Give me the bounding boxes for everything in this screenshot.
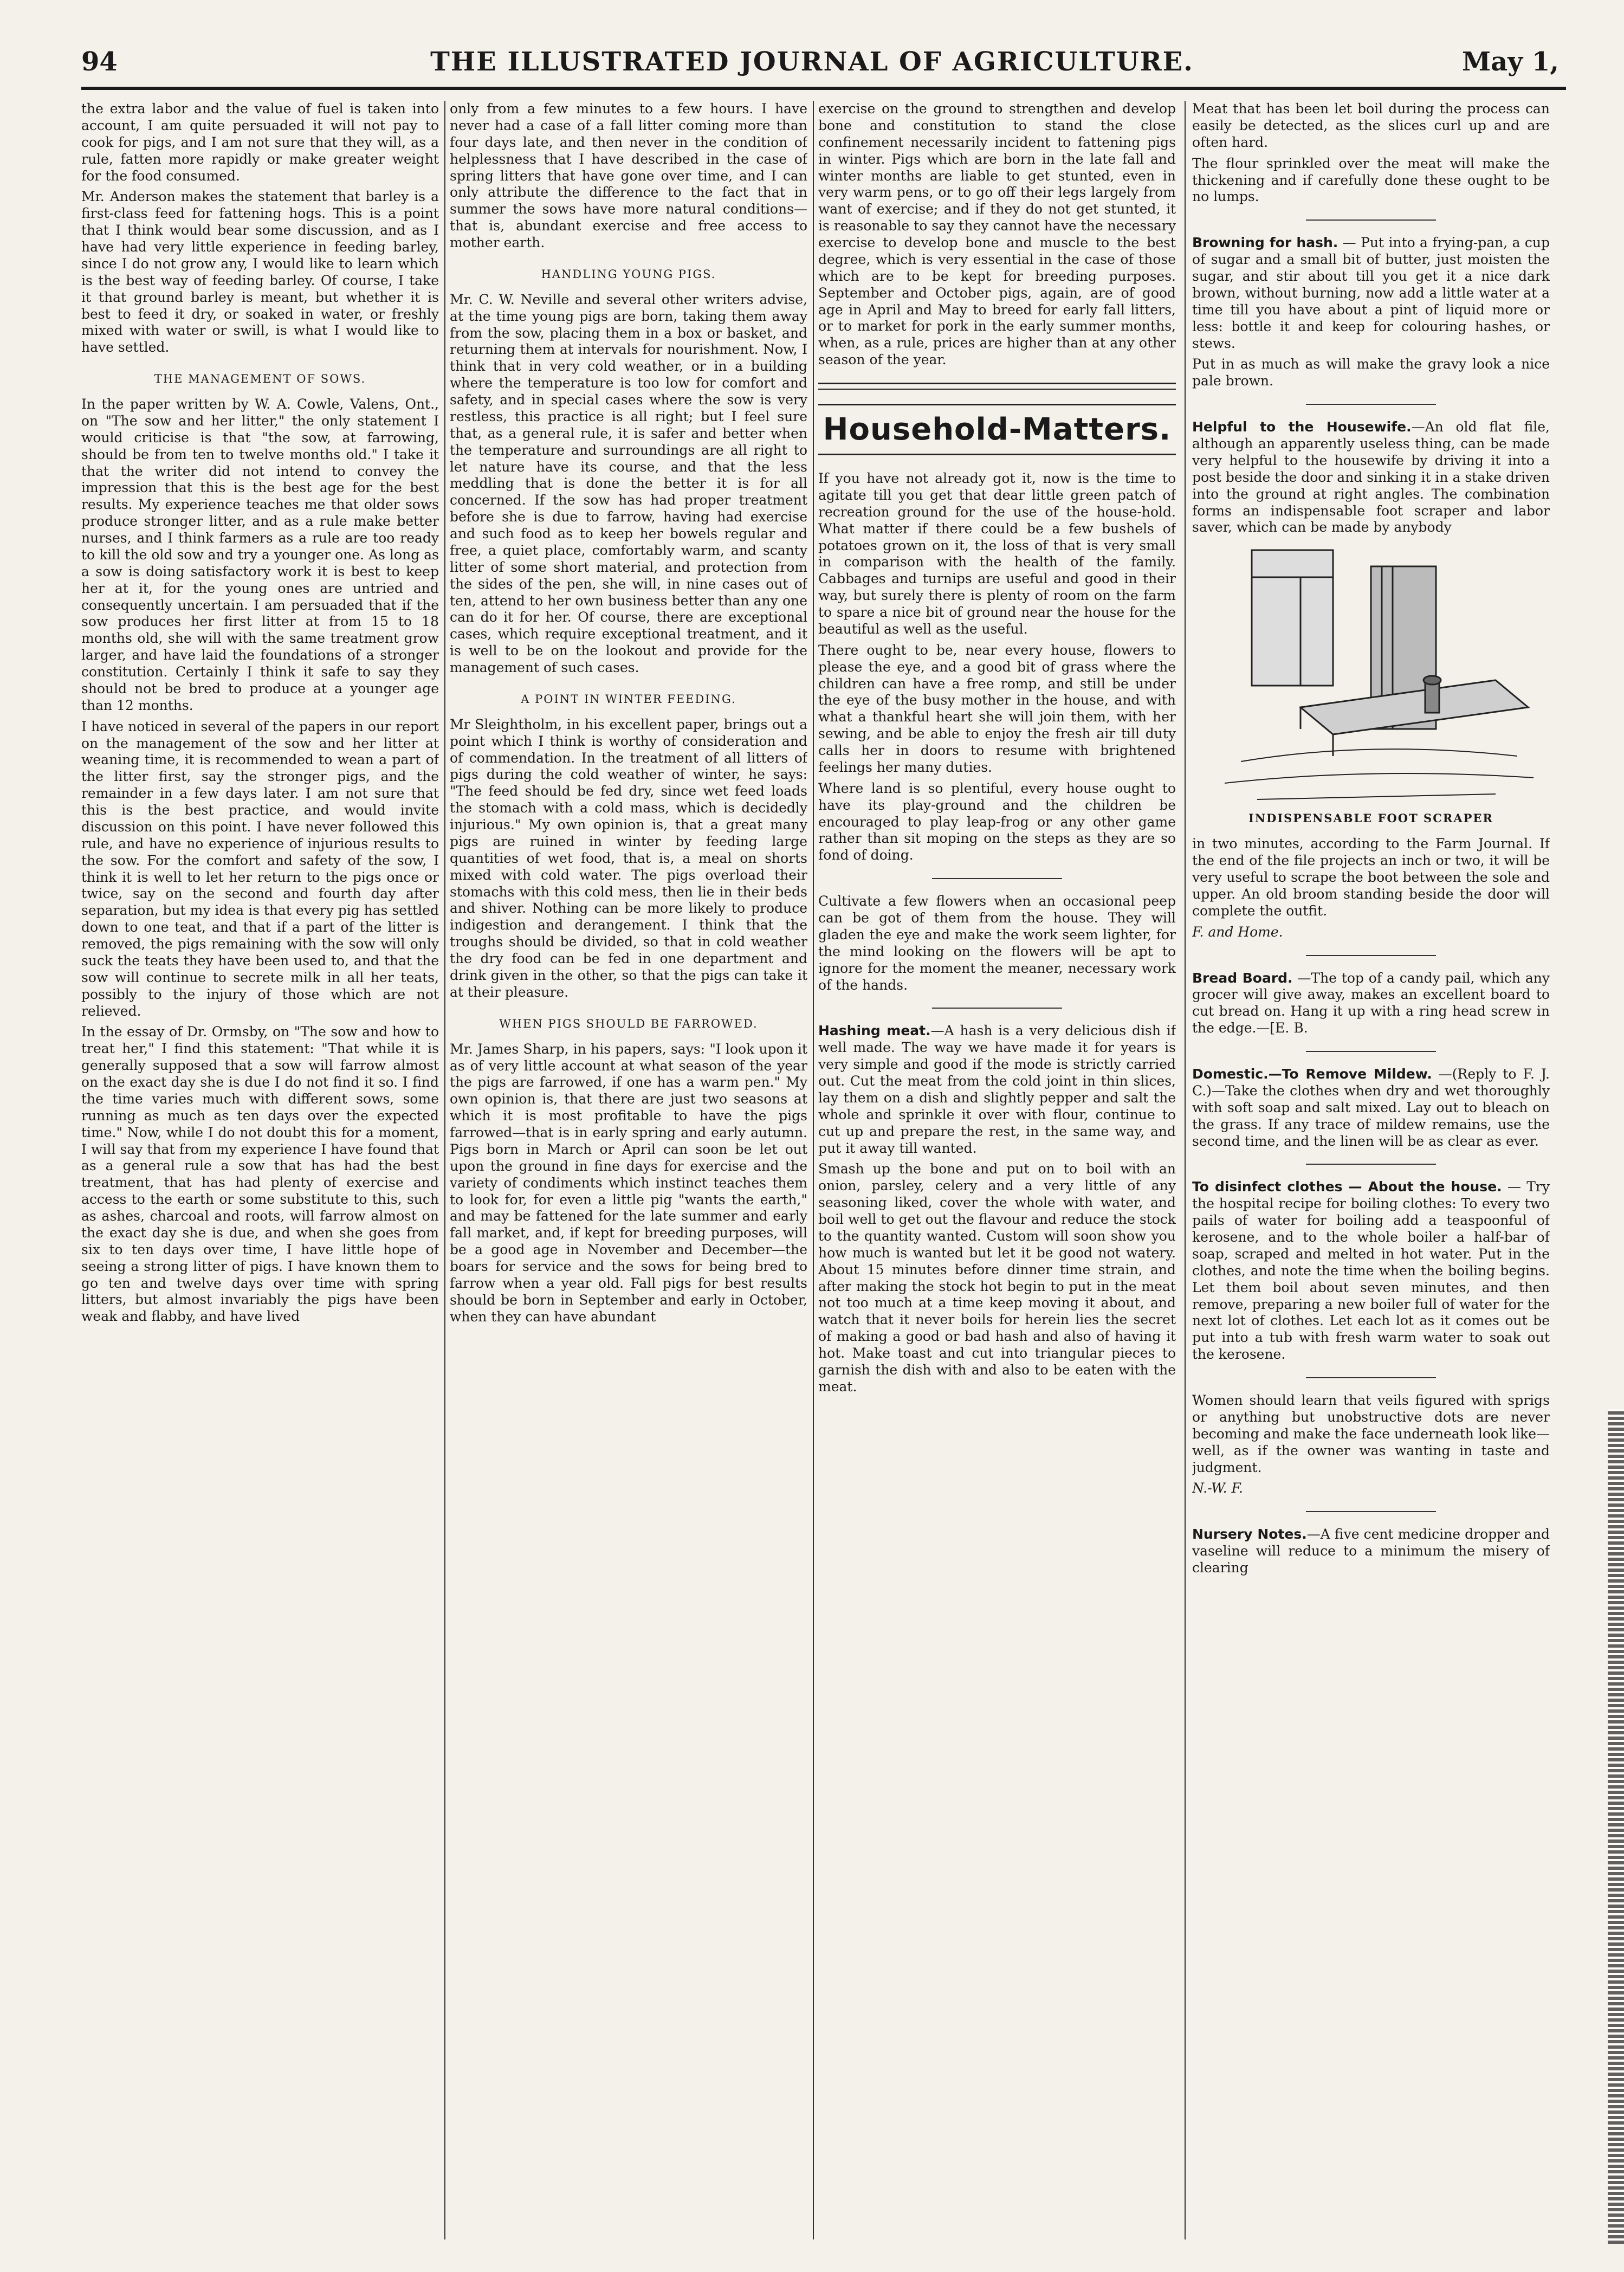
paragraph: [1192, 1179, 1550, 1363]
run-in-title: Nursery Notes.: [1192, 1526, 1307, 1542]
separator: [932, 1008, 1062, 1009]
paragraph: In the essay of Dr. Ormsby, on "The sow and how to treat her," I find this statement: "That while it is generally supposed that a sow will farrow almost on the exact day she is due I do not find it so. I find the time varies much with different sows, some running as much as ten days over the expected time." Now, while I do not doubt this for a moment, I will say that from my experience I have found that as a general rule a sow that has had the best treatment, that has had plenty of exercise and access to the earth or some substitute to this, such as ashes, charcoal and roots, will farrow almost on the exact day she is due, and when she goes from six to ten days over time, I have little hope of seeing a strong litter of pigs. I have known them to go ten and twelve days over time with spring litters, but almost invariably the pigs have been weak and flabby, and have lived: [81, 1024, 439, 1325]
subheading-handling-young-pigs: HANDLING YOUNG PIGS.: [541, 267, 716, 281]
header-rule: [81, 87, 1566, 90]
separator: [1306, 220, 1436, 221]
paragraph: Put in as much as will make the gravy look a nice pale brown.: [1192, 356, 1550, 389]
paragraph: Women should learn that veils figured with sprigs or anything but unobstructive dots are never becoming and make the face underneath look like—well, as if the owner was wanting in taste and judgment.: [1192, 1392, 1550, 1475]
column-1: [81, 101, 439, 2239]
paragraph: [818, 1023, 1176, 1157]
foot-scraper-drawing: [1192, 545, 1550, 805]
page-edge-artifact: [1608, 1409, 1624, 2244]
section-title-box: [818, 404, 1176, 455]
column-2: [450, 101, 807, 2239]
paragraph: In the paper written by W. A. Cowle, Valens, Ont., on "The sow and her litter," the only statement I would criticise is that "the sow, at farrowing, should be from ten to twelve months old." I take it that the writer did not intend to convey the impression that this is the best age for the best results. My experience teaches me that older sows produce stronger litter, and as a rule make better nurses, and I think farmers as a rule are too ready to kill the old sow and try a younger one. As long as a sow is doing satisfactory work it is best to keep her at it, for the young ones are untried and consequently uncertain. I am persuaded that if the sow produces her first litter at from 15 to 18 months old, she will with the same treatment grow larger, and have laid the foundations of a stronger constitution. Certainly I think it safe to say they should not be bred to produce at a younger age than 12 months.: [81, 396, 439, 713]
paragraph: in two minutes, according to the Farm Journal. If the end of the file projects an inch or two, it will be very useful to scrape the boot between the sole and upper. An old broom standing beside the door will complete the outfit.: [1192, 836, 1550, 919]
journal-title: THE ILLUSTRATED JOURNAL OF AGRICULTURE.: [430, 47, 1194, 77]
column-divider: [1185, 101, 1186, 2239]
separator: [1306, 1051, 1436, 1052]
subheading-management-of-sows: THE MANAGEMENT OF SOWS.: [154, 372, 366, 386]
paragraph-text: —A hash is a very delicious dish if well made. The way we have made it for years is very simple and good if the mode is strictly carried out. Cut the meat from the cold joint in thin slices, lay them on a dish and slightly pepper and salt the whole and sprinkle it over with flour, continue to cut up and prepare the rest, in the same way, and put it away till wanted.: [818, 1023, 1176, 1156]
column-3: [818, 101, 1176, 2239]
issue-date: May 1,: [1462, 47, 1559, 77]
paragraph: Mr. C. W. Neville and several other writers advise, at the time young pigs are born, taking them away from the sow, placing them in a box or basket, and returning them at intervals for nourishment. Now, I think that in very cold weather, or in a building where the temperature is too low for comfort and safety, and in special cases where the sow is very restless, this practice is all right; but I feel sure that, as a general rule, it is safer and better when the temperature and surroundings are all right to let nature have its course, and that the less meddling that is done the better it is for all concerned. If the sow has had proper treatment before she is due to farrow, having had exercise and such food as to keep her bowels regular and free, a quiet place, comfortably warm, and scanty litter of some short material, and protection from the sides of the pen, she will, in nine cases out of ten, attend to her own business better than any one can do it for her. Of course, there are exceptional cases, which require exceptional treatment, and it is well to be on the lookout and provide for the management of such cases.: [450, 291, 807, 676]
paragraph: I have noticed in several of the papers in our report on the management of the sow and her litter at weaning time, it is recommended to wean a part of the litter first, say the stronger pigs, and the remainder in a few days later. I am not sure that this is the best practice, and would invite discussion on this point. I have never followed this rule, and have no experience of injurious results to the sow. For the comfort and safety of the sow, I think it is well to let her return to the pigs once or twice, say on the second and fourth day after separation, but my idea is that every pig has settled down to one teat, and that if a part of the litter is removed, the pigs remaining with the sow will only suck the teats they have been used to, and that the sow will continue to secrete milk in all her teats, possibly to the injury of those which are not relieved.: [81, 718, 439, 1019]
signature: F. and Home.: [1192, 924, 1283, 940]
paragraph: [1192, 419, 1550, 536]
signature: N.-W. F.: [1192, 1480, 1243, 1496]
paragraph-text: — Try the hospital recipe for boiling clothes: To every two pails of water for boiling add a teaspoonful of kerosene, and to the whole boiler a half-bar of soap, scraped and melted in hot water. Put in the clothes, and note the time when the boiling begins. Let them boil about seven minutes, and then remove, preparing a new boiler full of water for the next lot of clothes. Let each lot as it comes out be put into a tub with fresh warm water to soak out the kerosene.: [1192, 1179, 1550, 1363]
paragraph-text: —The top of a candy pail, which any grocer will give away, makes an excellent board to cut bread on. Hang it up with a ring head screw in the edge.—[E. B.: [1192, 970, 1550, 1036]
run-in-title: Domestic.—To Remove Mildew.: [1192, 1066, 1432, 1082]
subheading-when-farrowed: WHEN PIGS SHOULD BE FARROWED.: [499, 1017, 758, 1030]
paragraph: Mr. James Sharp, in his papers, says: "I look upon it as of very little account at what season of the year the pigs are farrowed, if one has a warm pen." My own opinion is, that there are just two seasons at which it is most profitable to have the pigs farrowed—that is in early spring and early autumn. Pigs born in March or April can soon be let out upon the ground in fine days for exercise and the variety of condiments which instinct teaches them to look for, for even a little pig "wants the earth," and may be fattened for the late summer and early fall market, and, if kept for breeding purposes, will be a good age in November and December—the boars for service and the sows for being bred to farrow when a year old. Fall pigs for best results should be born in September and early in October, when they can have abundant: [450, 1041, 807, 1325]
run-in-title: Browning for hash.: [1192, 235, 1338, 251]
page-number: 94: [81, 47, 118, 77]
paragraph: There ought to be, near every house, flowers to please the eye, and a good bit of grass where the children can have a free romp, and still be under the eye of the busy mother in the house, and with what a thankful heart she will join them, with her sewing, and be able to enjoy the fresh air till duty calls her in doors to resume with brightened feelings her many duties.: [818, 642, 1176, 775]
foot-scraper-illustration: [1192, 545, 1550, 807]
separator: [1306, 955, 1436, 956]
run-in-title: To disinfect clothes — About the house.: [1192, 1179, 1502, 1195]
paragraph: [1192, 235, 1550, 352]
separator: [1306, 1511, 1436, 1512]
paragraph: If you have not already got it, now is the time to agitate till you get that dear little green patch of recreation ground for the use of the house-hold. What matter if there could be a few bushels of potatoes grown on it, the loss of that is very small in comparison with the health of the family. Cabbages and turnips are useful and good in their way, but surely there is plenty of room on the farm to spare a nice bit of ground near the house for the beautiful as well as the useful.: [818, 470, 1176, 637]
section-title: Household-Matters.: [823, 412, 1172, 447]
paragraph: exercise on the ground to strengthen and develop bone and constitution to stand the close confinement necessarily incident to fattening pigs in winter. Pigs which are born in the late fall and winter months are liable to get stunted, even in very warm pens, or to go off their legs largely from want of exercise; and if they do not get stunted, it is reasonable to say they cannot have the necessary exercise to develop bone and muscle to the best degree, which is very essential in the case of those which are to be kept for breeding purposes. September and October pigs, again, are of good age in April and May to breed for early fall litters, or to market for pork in the early summer months, when, as a rule, prices are higher than at any other season of the year.: [818, 101, 1176, 368]
figure-caption: INDISPENSABLE FOOT SCRAPER: [1248, 811, 1493, 825]
column-4: [1192, 101, 1550, 2239]
paragraph: Meat that has been let boil during the process can easily be detected, as the slices curl up and are often hard.: [1192, 101, 1550, 150]
separator: [932, 878, 1062, 879]
run-in-title: Helpful to the Housewife.: [1192, 419, 1412, 435]
section-rule: [818, 383, 1176, 390]
paragraph: Where land is so plentiful, every house ought to have its play-ground and the children be encouraged to play leap-frog or any other game rather than sit moping on the steps as they are so fond of doing.: [818, 780, 1176, 863]
paragraph-text: —A five cent medicine dropper and vaseline will reduce to a minimum the misery of clearing: [1192, 1526, 1550, 1576]
paragraph: [1192, 1526, 1550, 1577]
paragraph: Smash up the bone and put on to boil with an onion, parsley, celery and a very little of any seasoning liked, cover the whole with water, and boil well to get out the flavour and reduce the stock to the quantity wanted. Custom will soon show you how much is wanted but let it be good not watery. About 15 minutes before dinner time strain, and after making the stock hot begin to put in the meat not too much at a time keep moving it about, and watch that it never boils for herein lies the secret of making a good or bad hash and also of having it hot. Make toast and cut into triangular pieces to garnish the dish with and also to be eaten with the meat.: [818, 1161, 1176, 1395]
paragraph: Mr. Anderson makes the statement that barley is a first-class feed for fattening hogs. This is a point that I think would bear some discussion, and as I have had very little experience in feeding barley, since I do not grow any, I would like to learn which is the best way of feeding barley. Of course, I take it that ground barley is meant, but whether it is best to feed it dry, or soaked in water, or freshly mixed with water or swill, is what I would like to have settled.: [81, 189, 439, 356]
separator: [1306, 404, 1436, 405]
separator: [1306, 1377, 1436, 1378]
paragraph-text: —(Reply to F. J. C.)—Take the clothes when dry and wet thoroughly with soft soap and salt mixed. Lay out to bleach on the grass. If any trace of mildew remains, use the second time, and the linen will be as clear as ever.: [1192, 1066, 1550, 1149]
run-in-title: Bread Board.: [1192, 970, 1293, 986]
paragraph: [1192, 970, 1550, 1037]
paragraph: Mr Sleightholm, in his excellent paper, brings out a point which I think is worthy of consideration and of commendation. In the treatment of all litters of pigs during the cold weather of winter, he says: "The feed should be fed dry, since wet feed loads the stomach with a cold mass, which is decidedly injurious." My own opinion is, that a great many pigs are ruined in winter by feeding large quantities of wet food, that is, a meal on shorts mixed with cold water. The pigs overload their stomachs with this cold mess, then lie in their beds and shiver. Nothing can be more likely to produce indigestion and derangement. I think that the troughs should be divided, so that in cold weather the dry food can be fed in one department and drink given in the other, so that the pigs can take it at their pleasure.: [450, 716, 807, 1000]
subheading-winter-feeding: A POINT IN WINTER FEEDING.: [521, 692, 736, 706]
paragraph: the extra labor and the value of fuel is taken into account, I am quite persuaded it will not pay to cook for pigs, and I am not sure that they will, as a rule, fatten more rapidly or make greater weight for the food consumed.: [81, 101, 439, 184]
paragraph: The flour sprinkled over the meat will make the thickening and if carefully done these ought to be no lumps.: [1192, 155, 1550, 205]
column-divider: [444, 101, 445, 2239]
paragraph-text: —An old flat file, although an apparently useless thing, can be made very helpful to the housewife by driving it into a post beside the door and sinking it in a stake driven into the ground at right angles. The combination forms an indispensable foot scraper and labor saver, which can be made by anybody: [1192, 419, 1550, 535]
paragraph: Cultivate a few flowers when an occasional peep can be got of them from the house. They will gladen the eye and make the work seem lighter, for the mind looking on the flowers will be apt to ignore for the moment the meaner, necessary work of the hands.: [818, 893, 1176, 993]
run-in-title: Hashing meat.: [818, 1023, 931, 1039]
separator: [1306, 1164, 1436, 1165]
paragraph: only from a few minutes to a few hours. I have never had a case of a fall litter coming more than four days late, and then never in the condition of helplessness that I have described in the case of spring litters that have gone over time, and I can only attribute the difference to the fact that in summer the sows have more natural conditions—that is, abundant exercise and free access to mother earth.: [450, 101, 807, 250]
paragraph-text: — Put into a frying-pan, a cup of sugar and a small bit of butter, just moisten the sugar, and stir about till you get it a nice dark brown, without burning, now add a little water at a time till you have about a pint of liquid more or less: bottle it and keep for colouring hashes, or stews.: [1192, 235, 1550, 351]
column-divider: [813, 101, 814, 2239]
paragraph: [1192, 1066, 1550, 1150]
